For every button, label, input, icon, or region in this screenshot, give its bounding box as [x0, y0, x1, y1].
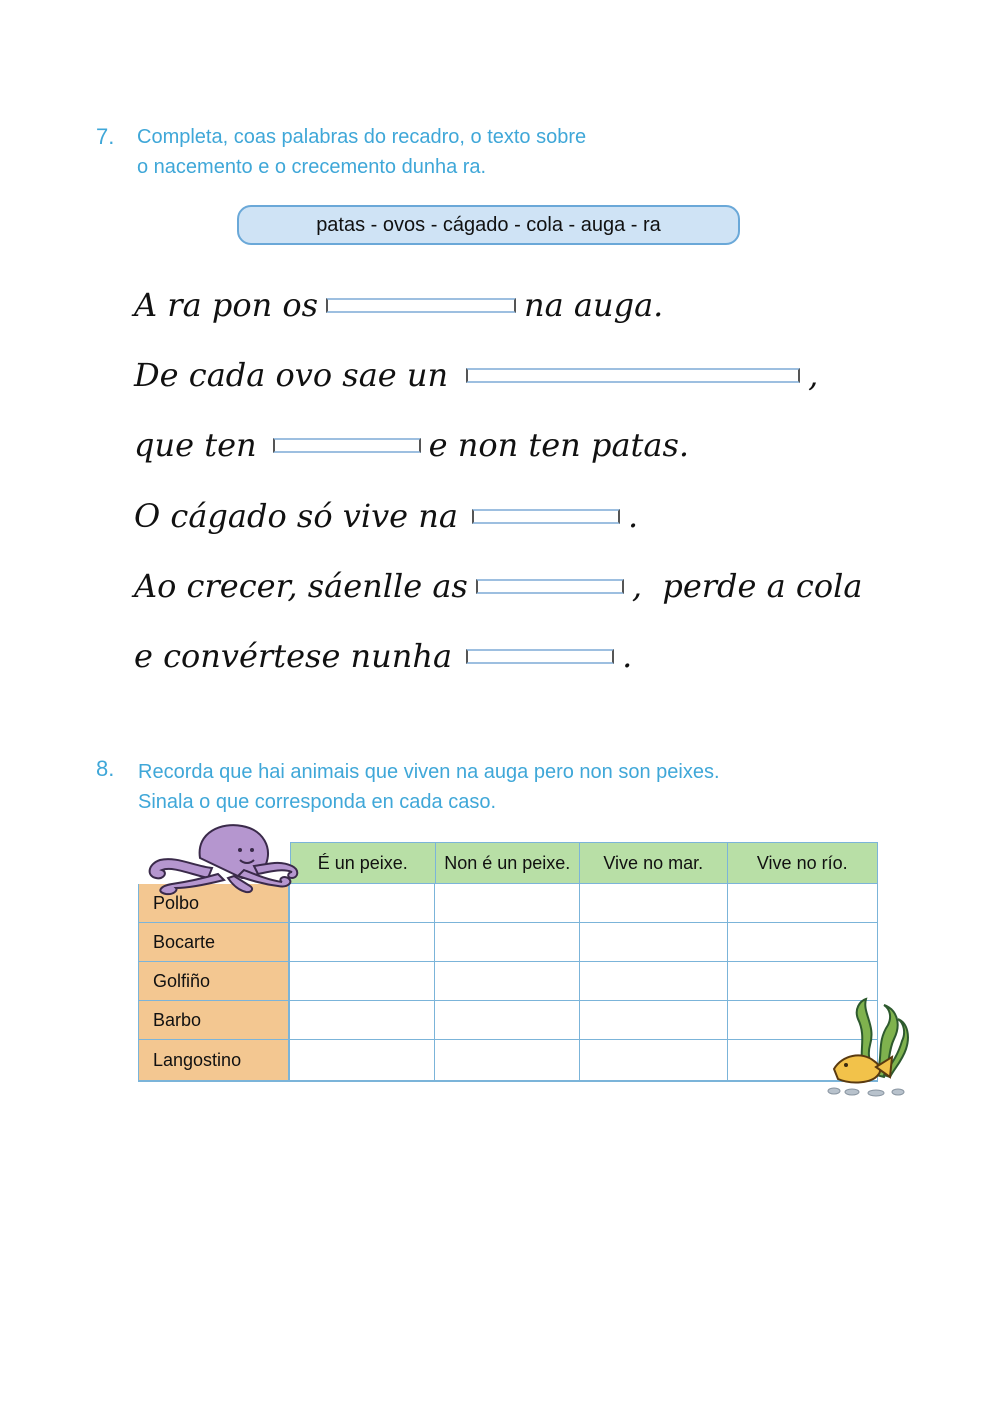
exercise-8-number: 8. — [96, 756, 115, 781]
table-cell[interactable] — [290, 1001, 435, 1039]
table-cell[interactable] — [580, 962, 728, 1000]
sentence-text: que ten — [134, 426, 257, 464]
sentence-text: A ra pon os — [134, 286, 319, 324]
sentence-line-5 — [134, 564, 862, 608]
exercise-8-instruction — [138, 757, 720, 817]
table-cell[interactable] — [290, 1040, 435, 1080]
answer-blank-6[interactable] — [466, 649, 614, 664]
column-header-lives-sea: Vive no mar. — [580, 843, 728, 883]
table-header — [290, 842, 878, 884]
sentence-line-1 — [134, 283, 663, 327]
table-body — [138, 884, 878, 1082]
sentence-text: . — [627, 497, 639, 535]
row-label: Barbo — [138, 1001, 290, 1039]
table-cell[interactable] — [580, 1040, 728, 1080]
table-cell[interactable] — [435, 1040, 580, 1080]
column-header-not-fish: Non é un peixe. — [436, 843, 581, 883]
table-cell[interactable] — [435, 962, 580, 1000]
sentence-line-6 — [134, 634, 632, 678]
row-label: Golfiño — [138, 962, 290, 1000]
exercise-8-instruction-line-1: Recorda que hai animais que viven na auga pero non son peixes. — [138, 761, 720, 783]
table-cell[interactable] — [728, 884, 878, 922]
exercise-8-instruction-line-2: Sinala o que corresponda en cada caso. — [138, 791, 497, 813]
octopus-icon — [150, 825, 298, 894]
answer-blank-4[interactable] — [472, 509, 620, 524]
table-cell[interactable] — [290, 923, 435, 961]
table-cell[interactable] — [435, 923, 580, 961]
table-row — [138, 962, 878, 1001]
table-cell[interactable] — [435, 1001, 580, 1039]
answer-blank-2[interactable] — [466, 368, 800, 383]
exercise-7-number: 7. — [96, 124, 115, 149]
sentence-line-3 — [134, 423, 689, 467]
table-cell[interactable] — [435, 884, 580, 922]
sentence-text: e non ten patas. — [428, 426, 690, 464]
row-label: Bocarte — [138, 923, 290, 961]
sentence-text: Ao crecer, sáenlle as — [134, 567, 468, 605]
table-cell[interactable] — [580, 884, 728, 922]
table-row — [138, 1001, 878, 1040]
answer-blank-5[interactable] — [476, 579, 624, 594]
sentence-text: O cágado só vive na — [134, 497, 458, 535]
sentence-text: . — [622, 637, 633, 675]
row-label: Langostino — [138, 1040, 290, 1080]
octopus-illustration — [142, 820, 302, 896]
table-cell[interactable] — [728, 923, 878, 961]
table-cell[interactable] — [290, 962, 435, 1000]
exercise-7-instruction — [137, 122, 586, 182]
sentence-text: De cada ovo sae un — [134, 356, 449, 394]
sentence-line-2 — [134, 353, 818, 397]
sentence-line-4 — [134, 494, 638, 538]
sentence-text: e convértese nunha — [134, 637, 453, 675]
answer-blank-1[interactable] — [326, 298, 516, 313]
sentence-text: , perde a cola — [631, 567, 863, 605]
exercise-7-instruction-line-1: Completa, coas palabras do recadro, o texto sobre — [137, 126, 587, 148]
table-cell[interactable] — [290, 884, 435, 922]
table-row — [138, 1040, 878, 1082]
fish-illustration — [826, 995, 910, 1099]
table-cell[interactable] — [580, 923, 728, 961]
row-label: Polbo — [138, 884, 290, 922]
column-header-lives-river: Vive no río. — [756, 852, 848, 873]
pebbles-icon — [828, 1088, 904, 1096]
table-cell[interactable] — [580, 1001, 728, 1039]
word-box: patas - ovos - cágado - cola - auga - ra — [237, 205, 740, 245]
exercise-7-instruction-line-2: o nacemento e o crecemento dunha ra. — [137, 156, 487, 178]
sentence-text: , — [808, 356, 819, 394]
table-row — [138, 923, 878, 962]
column-header-fish: É un peixe. — [291, 843, 436, 883]
sentence-text: na auga. — [524, 286, 664, 324]
answer-blank-3[interactable] — [273, 438, 421, 453]
